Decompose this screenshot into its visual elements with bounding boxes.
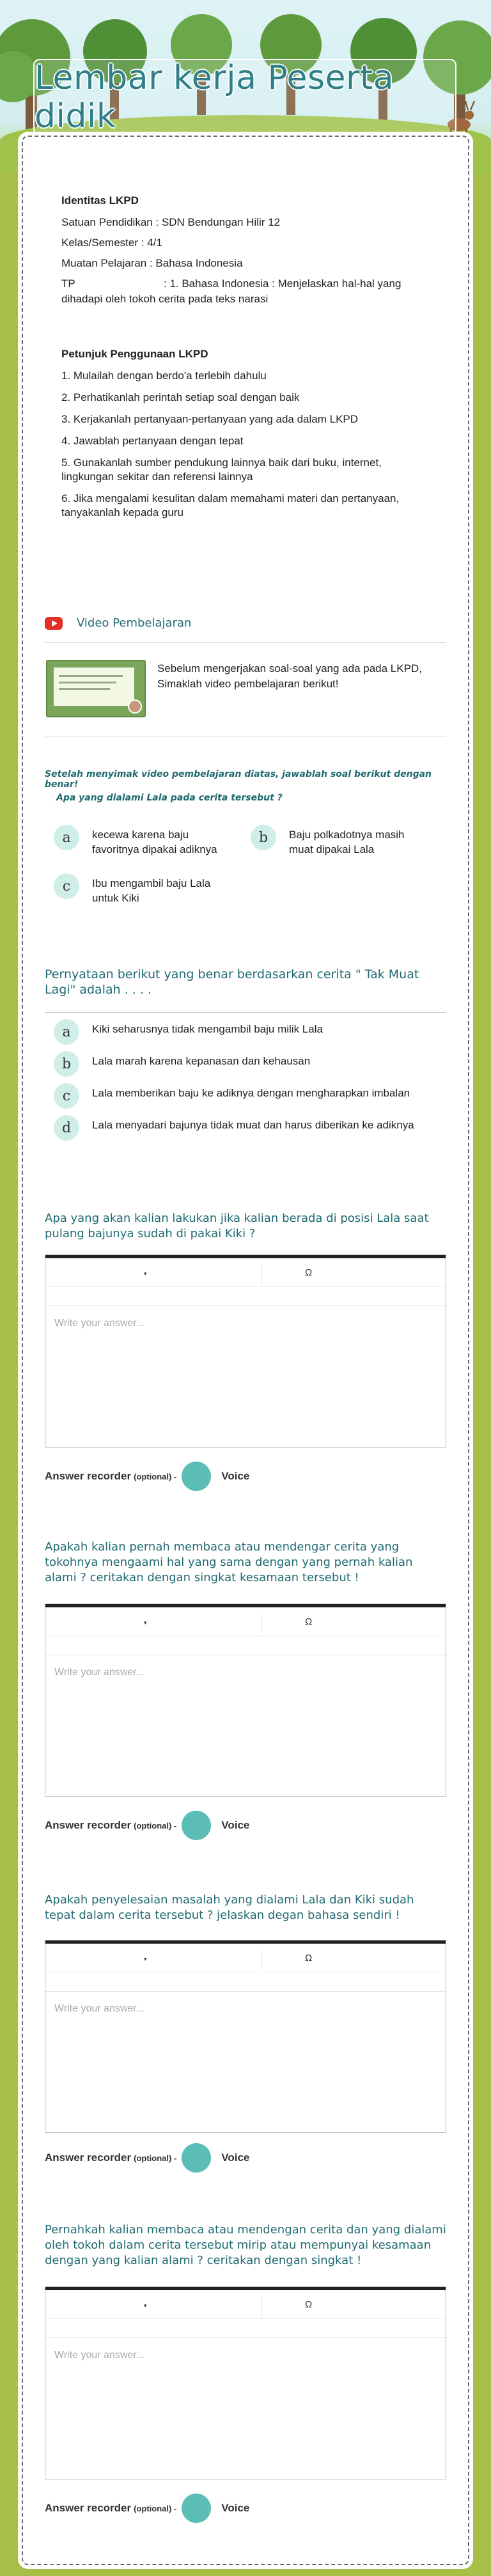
satuan-pendidikan: Satuan Pendidikan : SDN Bendungan Hilir 12 [61,216,281,228]
petunjuk-heading: Petunjuk Penggunaan LKPD [61,348,208,360]
q1-option-c[interactable] [54,873,239,905]
q1-option-a[interactable] [54,825,239,857]
youtube-icon [45,617,63,630]
q2-option-c[interactable] [54,1083,444,1109]
thumbnail-line [59,682,116,683]
answer-recorder [45,1462,249,1491]
essay-1-editor[interactable] [45,1254,446,1448]
format-dropdown[interactable]: ▾ [144,1270,147,1277]
format-dropdown[interactable]: ▾ [144,1620,147,1626]
toolbar-separator [261,2297,262,2316]
divider [45,1012,446,1013]
option-text: Baju polkadotnya masih muat dipakai Lala [289,829,405,855]
option-letter: a [54,825,79,850]
option-letter: c [54,1083,79,1109]
answer-textarea[interactable]: Write your answer... [54,1318,145,1329]
format-dropdown[interactable]: ▾ [144,2302,147,2309]
video-instruction: Sebelum mengerjakan soal-soal yang ada pada LKPD, Simaklah video pembelajaran berikut! [157,662,422,690]
page-title: Lembar kerja Peserta didik [35,59,394,136]
recorder-label: Answer recorder [45,1819,132,1831]
toolbar-separator [45,1635,446,1636]
answer-recorder [45,2494,249,2523]
list-item: 4. Jawablah pertanyaan dengan tepat [61,435,244,447]
record-button[interactable] [182,2494,211,2523]
presenter-avatar [128,699,142,714]
toolbar-separator [261,1950,262,1969]
q2-option-a[interactable] [54,1019,444,1045]
list-item: 1. Mulailah dengan berdo'a terlebih dahulu [61,370,267,382]
identitas-section [61,193,432,307]
answer-recorder [45,2143,249,2173]
editor-toolbar [45,1604,446,1655]
video-label: Video Pembelajaran [77,616,192,630]
video-header [45,604,446,643]
essay-3-question: Apakah penyelesaian masalah yang dialami Lala dan Kiki sudah tepat dalam cerita tersebut ? jelaskan degan bahasa sendiri ! [45,1893,414,1922]
toolbar-separator [45,2318,446,2319]
q2-question: Pernyataan berikut yang benar berdasarkan cerita " Tak Muat Lagi" adalah . . . . [45,967,419,997]
kelas-semester: Kelas/Semester : 4/1 [61,237,162,249]
answer-textarea[interactable]: Write your answer... [54,2003,145,2014]
essay-4-question: Pernahkah kalian membaca atau mendengan cerita dan yang dialami oleh tokoh dalam cerita tersebut mirip atau mempunyai kesamaan dengan yang kalian alami ? ceritakan dengan singkat ! [45,2223,446,2267]
list-item: 6. Jika mengalami kesulitan dalam memahami materi dan pertanyaan, tanyakanlah kepada guru [61,492,400,519]
tp-value: : 1. Bahasa Indonesia : Menjelaskan hal-hal yang [164,277,401,290]
q2-option-b[interactable] [54,1051,444,1077]
option-text: Lala memberikan baju ke adiknya dengan mengharapkan imbalan [92,1087,410,1099]
q1-intro: Setelah menyimak video pembelajaran diatas, jawablah soal berikut dengan benar! [45,769,432,790]
option-text: Lala marah karena kepanasan dan kehausan [92,1055,311,1067]
option-text: kecewa karena baju favoritnya dipakai adiknya [92,829,217,855]
option-text: Lala menyadari bajunya tidak muat dan harus diberikan ke adiknya [92,1119,414,1131]
petunjuk-section [61,347,432,527]
special-char-button[interactable]: Ω [305,2299,313,2310]
editor-toolbar [45,1940,446,1992]
q1-question: Apa yang dialami Lala pada cerita tersebut ? [56,793,283,803]
list-item: 3. Kerjakanlah pertanyaan-pertanyaan yang ada dalam LKPD [61,413,359,425]
tp-value-cont: dihadapi oleh tokoh cerita pada teks narasi [61,293,269,305]
essay-2-question: Apakah kalian pernah membaca atau mendengar cerita yang tokohnya mengaami hal yang sama dengan yang pernah kalian alami ? ceritakan dengan singkat kesamaan tersebut ! [45,1540,413,1584]
video-thumbnail[interactable] [46,660,146,717]
option-letter: d [54,1115,79,1141]
recorder-optional: (optional) - [134,1471,177,1481]
record-button[interactable] [182,1811,211,1840]
thumbnail-line [59,688,110,690]
record-button[interactable] [182,1462,211,1491]
option-text: Kiki seharusnya tidak mengambil baju milik Lala [92,1023,323,1035]
toolbar-separator [261,1265,262,1284]
voice-label: Voice [221,2502,250,2514]
essay-1-question: Apa yang akan kalian lakukan jika kalian berada di posisi Lala saat pulang bajunya sudah di pakai Kiki ? [45,1212,429,1240]
format-dropdown[interactable]: ▾ [144,1956,147,1962]
essay-3-editor[interactable] [45,1940,446,2133]
tp-row [61,276,432,292]
option-letter: c [54,873,79,899]
option-letter: a [54,1019,79,1045]
thumbnail-slide [54,667,134,706]
special-char-button[interactable]: Ω [305,1953,313,1963]
q1-option-b[interactable] [251,825,442,857]
identitas-heading: Identitas LKPD [61,194,139,207]
editor-toolbar [45,1255,446,1306]
recorder-label: Answer recorder [45,2151,132,2164]
recorder-optional: (optional) - [134,1820,177,1831]
recorder-optional: (optional) - [134,2503,177,2513]
recorder-optional: (optional) - [134,2153,177,2163]
recorder-label: Answer recorder [45,2502,132,2514]
toolbar-separator [45,1286,446,1287]
thumbnail-line [59,675,123,677]
list-item: 5. Gunakanlah sumber pendukung lainnya baik dari buku, internet, lingkungan sekitar dan referensi lainnya [61,457,382,483]
toolbar-separator [261,1614,262,1633]
special-char-button[interactable]: Ω [305,1267,313,1278]
option-letter: b [251,825,276,850]
q2-option-d[interactable] [54,1115,444,1141]
muatan-pelajaran: Muatan Pelajaran : Bahasa Indonesia [61,257,243,269]
voice-label: Voice [221,1470,250,1482]
record-button[interactable] [182,2143,211,2173]
option-text: Ibu mengambil baju Lala untuk Kiki [92,877,211,904]
recorder-label: Answer recorder [45,1470,132,1482]
title-banner [33,59,456,136]
essay-4-editor[interactable] [45,2286,446,2479]
answer-recorder [45,1811,249,1840]
special-char-button[interactable]: Ω [305,1616,313,1627]
tp-label: TP [61,277,75,290]
answer-textarea[interactable]: Write your answer... [54,2350,145,2361]
option-letter: b [54,1051,79,1077]
editor-toolbar [45,2287,446,2338]
list-item: 2. Perhatikanlah perintah setiap soal dengan baik [61,391,300,403]
answer-textarea[interactable]: Write your answer... [54,1667,145,1678]
voice-label: Voice [221,1819,250,1831]
voice-label: Voice [221,2151,250,2164]
essay-2-editor[interactable] [45,1604,446,1797]
